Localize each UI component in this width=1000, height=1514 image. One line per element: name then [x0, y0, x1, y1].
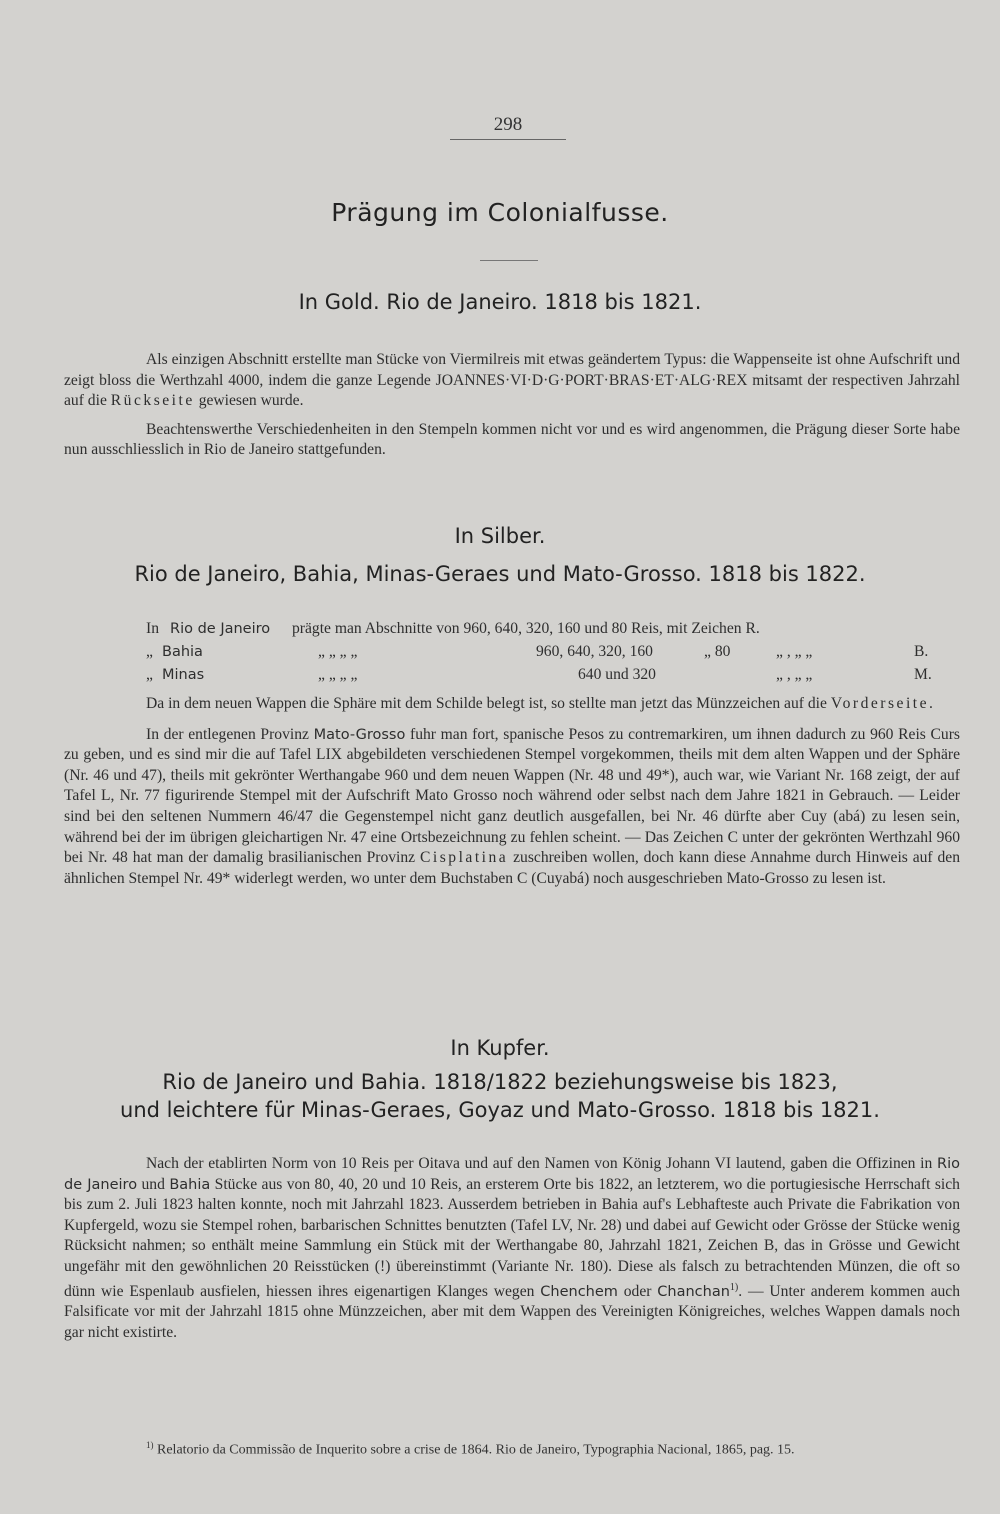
table-row: [64, 666, 960, 689]
copper-subheading-1: Rio de Janeiro und Bahia. 1818/1822 beziehungsweise bis 1823,: [162, 1070, 838, 1094]
table-row: [64, 643, 960, 666]
copper-p5-end: . — Unter anderem kommen auch Falsificate vor mit der Jahrzahl 1815 ohne Münzzeichen, aber mit dem Wappen des Vereinigten Königreiches, welches Wappen damals noch gar nicht existirte.: [64, 1282, 961, 1341]
silver-p4-body: fuhr man fort, spanische Pesos zu contremarkiren, um ihnen dadurch zu 960 Reis Curs zu geben, und es sind mir die auf Tafel LIX abgebildeten verschiedenen Stempel vorgekommen, theils mit dem alten Wappen und der Sphäre (Nr. 46 und 47), theils mit gekrönter Werthangabe 960 und dem neuen Wappen (Nr. 48 und 49*), auch war, wie Variant Nr. 168 zeigt, der auf Tafel L, Nr. 77 figurirende Stempel mit der Aufschrift Mato Grosso noch während oder selbst nach dem Jahre 1821 in Gebrauch. — Leider sind bei den seltenen Nummern 46/47 die Gegenstempel nicht ganz deutlich ausgefallen, bei Nr. 46 dürfte aber Cuy (abá) zu lesen sein, während bei der im übrigen gleichartigen Nr. 47 eine Ortsbezeichnung zu fehlen scheint. — Das Zeichen C unter der gekrönten Werthzahl 960 bei Nr. 48 hat man der damalig brasilianischen Provinz: [64, 725, 960, 867]
footnote: [64, 1440, 960, 1459]
silver-paragraph-2: [64, 725, 960, 890]
row-place: Minas: [162, 667, 205, 683]
silver-p4-spaced: Cisplatina: [419, 849, 509, 867]
silver-subheading: Rio de Janeiro, Bahia, Minas-Geraes und Mato-Grosso. 1818 bis 1822.: [134, 562, 866, 586]
row-text: prägte man Abschnitte von 960, 640, 320, 160 und 80 Reis, mit Zeichen R.: [292, 620, 760, 637]
row-ditto-mark: „: [146, 643, 153, 660]
row-ditto-end: „ , „ „: [776, 643, 813, 660]
silver-p3-spaced: Vorderseite.: [830, 695, 936, 712]
silver-mint-table: [64, 620, 960, 689]
footnote-text: Relatorio da Commissão de Inquerito sobre a crise de 1864. Rio de Janeiro, Typographia Nacional, 1865, pag. 15.: [157, 1442, 795, 1458]
table-row: [64, 620, 960, 643]
footnote-reference: 1): [729, 1281, 739, 1293]
copper-p5-text: Nach der etablirten Norm von 10 Reis per Oitava und auf den Namen von König Johann VI lautend, gaben die Offizinen in: [146, 1155, 933, 1172]
silver-p4-bold: Mato-Grosso: [313, 726, 406, 743]
gold-p1-spaced: Rückseite: [110, 392, 195, 410]
row-ditto-end: „ , „ „: [776, 666, 813, 683]
gold-paragraph-1: [64, 350, 960, 412]
silver-p4-end: zuschreiben wollen, doch kann diese Annahme durch Hinweis auf den ähnlichen Stempel Nr. 49* widerlegt werden, wo unter dem Buchstaben C (Cuyabá) noch ausgeschrieben Mato-Grosso zu lesen ist.: [64, 849, 961, 887]
copper-text: [64, 1154, 960, 1344]
gold-p1-text: Als einzigen Abschnitt erstellte man Stücke von Viermilreis mit etwas geändertem Typus: die Wappenseite ist ohne Aufschrift und zeigt bloss die Werthzahl 4000, indem die ganze Legende JOANNES·VI·D·G·PORT·BRAS·ET·ALG·REX mitsamt der respectiven Jahrzahl auf die: [64, 351, 960, 410]
copper-heading: In Kupfer.: [450, 1036, 550, 1060]
silver-text: [64, 694, 960, 889]
copper-p5-body: Stücke aus von 80, 40, 20 und 10 Reis, an ersterem Orte bis 1822, an letzterem, wo die portugiesische Herrschaft sich bis zum 2. Juli 1823 halten konnte, noch mit Jahrzahl 1823. Ausserdem betrieben in Bahia auf's Lebhafteste auch Private die Fabrikation von Kupfergeld, wozu sie Stempel rohen, barbarischen Schnittes benutzten (Tafel LV, Nr. 28) und dabei auf Gewicht oder Grösse der Stücke wenig Rücksicht nahmen; so enthält meine Sammlung ein Stück mit der Werthangabe 80, Jahrzahl 1821, Zeichen B, das in Grösse und Gewicht ungefähr mit den gewöhnlichen 20 Reisstücken (!) übereinstimmt (Variante Nr. 180). Diese als falsch zu betrachtenden Münzen, die oft so dünn wie Espenlaub ausfielen, hiessen ihres eigenartigen Klanges wegen: [64, 1175, 960, 1300]
copper-p5-bold-4: Chanchan: [657, 1283, 730, 1300]
row-place: Rio de Janeiro: [170, 621, 271, 637]
gold-p1-end: gewiesen wurde.: [198, 392, 304, 410]
row-place: Bahia: [162, 644, 203, 660]
silver-p4-text: In der entlegenen Provinz: [146, 725, 309, 743]
copper-p5-oder: oder: [623, 1282, 652, 1300]
page-number: 298: [450, 114, 566, 140]
copper-p5-und: und: [141, 1175, 165, 1193]
row-mint-mark: B.: [914, 643, 929, 660]
row-values: 960, 640, 320, 160: [536, 643, 653, 660]
gold-heading: In Gold. Rio de Janeiro. 1818 bis 1821.: [298, 290, 702, 314]
page-title: Prägung im Colonialfusse.: [331, 198, 669, 227]
copper-p5-bold-2: Bahia: [169, 1176, 211, 1193]
silver-paragraph-1: [64, 694, 960, 715]
row-ditto: „ „ „ „: [318, 666, 358, 683]
title-divider: [480, 260, 538, 261]
gold-text: [64, 350, 960, 461]
row-mint-mark: M.: [914, 666, 932, 683]
copper-p5-bold-1: Rio de Janeiro: [64, 1156, 961, 1193]
row-ditto-mark: „: [146, 666, 153, 683]
row-ditto-80: „ 80: [704, 643, 731, 660]
row-values: 640 und 320: [578, 666, 656, 683]
silver-p3-text: Da in dem neuen Wappen die Sphäre mit dem Schilde belegt ist, so stellte man jetzt das Münzzeichen auf die: [146, 695, 827, 712]
copper-subheading-2: und leichtere für Minas-Geraes, Goyaz und Mato-Grosso. 1818 bis 1821.: [120, 1098, 880, 1122]
footnote-mark: 1): [146, 1440, 154, 1450]
row-ditto: „ „ „ „: [318, 643, 358, 660]
silver-heading: In Silber.: [454, 524, 546, 548]
copper-paragraph: [64, 1154, 960, 1344]
copper-p5-bold-3: Chenchem: [540, 1283, 618, 1300]
row-lead: In: [146, 620, 159, 637]
gold-paragraph-2: Beachtenswerthe Verschiedenheiten in den Stempeln kommen nicht vor und es wird angenommen, die Prägung dieser Sorte habe nun ausschliesslich in Rio de Janeiro stattgefunden.: [64, 420, 960, 459]
